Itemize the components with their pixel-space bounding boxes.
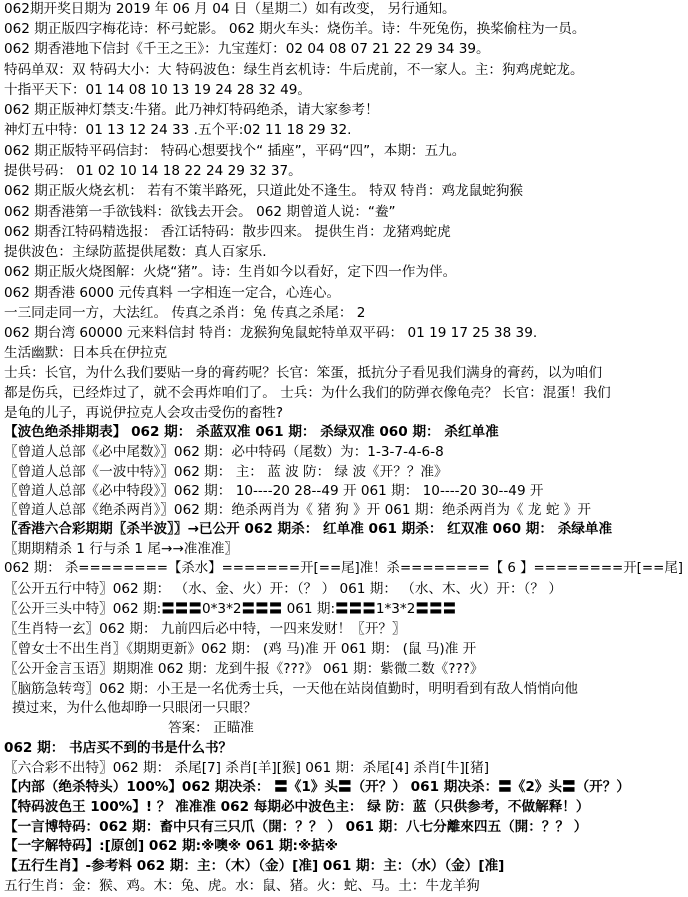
five-element-mapping: 五行生肖：金：猴、鸡。木：兔、虎。水：鼠、猪。火：蛇、马。土：牛龙羊狗 — [4, 878, 480, 894]
special-flat-envelope: 062 期正版特平码信封： 特码心想要找个“ 插座”，平码“四”，本期：五九。 — [4, 143, 466, 159]
ten-fingers-line: 十指平天下：01 14 08 10 13 19 24 28 32 49。 — [4, 82, 312, 98]
taiwan-envelope-line: 062 期台湾 60000 元来料信封 特肖：龙猴狗兔鼠蛇特单双平码： 01 19 17 25 38 39. — [4, 325, 538, 341]
precise-kill-title: 〖期期精杀 1 行与杀 1 尾→→准准准〗 — [4, 541, 239, 557]
magic-lamp-five: 神灯五中特：01 13 12 24 33 .五个平:02 11 18 29 32. — [4, 122, 352, 138]
golden-words-line: 〖公开金言玉语〗期期准 062 期：龙到牛报《???》 061 期：紫微二数《???》 — [4, 661, 484, 677]
ms-zeng-line: 〖曾女士不出生肖〗《期期更新》062 期： (鸡 马)准 开 061 期： (鼠 马)准 开 — [4, 641, 477, 657]
riddle-question-1: 〖脑筋急转弯〗062 期：小王是一名优秀士兵，一天他在站岗值勤时，明明看到有敌人悄悄向他 — [4, 681, 579, 697]
kill-water-line: 062 期： 杀========【杀水】=======开[==尾]准！杀========【 6 】========开[==尾] — [4, 561, 683, 576]
special-segment-line: 〖曾道人总部《必中特段》〗062 期： 10----20 28--49 开 061 期： 10----20 30--49 开 — [4, 483, 544, 499]
humor-paragraph-1: 士兵：长官，为什么我们要贴一身的膏药呢？长官：笨蛋，抵抗分子看见我们满身的膏药，以为咱们 — [4, 365, 603, 381]
plum-poem-line: 062 期正版四字梅花诗：杯弓蛇影。 062 期火车头：烧伤羊。诗：牛死兔伤，换桨偷柱为一员。 — [4, 21, 586, 37]
magic-lamp-ban: 062 期正版神灯禁支:牛猪。此乃神灯特码绝杀，请大家参考！ — [4, 102, 379, 118]
hk-envelope-line: 062 期香港地下信封《千王之王》：九宝莲灯：02 04 08 07 21 22 29 34 39。 — [4, 41, 490, 57]
bookstore-riddle: 062 期： 书店买不到的书是什么书？ — [4, 740, 233, 756]
provided-colors-line: 提供波色：主绿防蓝提供尾数：真人百家乐. — [4, 244, 267, 260]
five-elements-line: 〖公开五行中特〗062 期： （水、金、火）开：（？ ） 061 期： （水、木、火）开：（？ ） — [4, 581, 562, 597]
kill-two-zodiac-line: 〖曾道人总部《绝杀两肖》〗062 期：绝杀两肖为《 猪 狗 》开 061 期：绝杀两肖为《 龙 蛇 》开 — [4, 502, 591, 518]
one-word-bet-line: 【一言博特码：062 期：畜中只有三只爪（開：？？ ） 061 期：八七分離來四五（開：？？ ） — [4, 819, 588, 835]
tail-numbers-line: 〖曾道人总部《必中尾数》〗062 期：必中特码（尾数）为：1-3-7-4-6-8 — [4, 444, 444, 460]
draw-date-notice: 062期开奖日期为 2019 年 06 月 04 日（星期二）如有改变， 另行通知。 — [4, 1, 456, 17]
special-code-attributes: 特码单双：双 特码大小：大 特码波色：绿生肖玄机诗：牛后虎前，不一家人。主：狗鸡虎蛇龙。 — [4, 62, 584, 78]
zodiac-mystery-line: 〖生肖特一玄〗062 期： 九前四后必中特，一四来发财！〖开？〗 — [4, 621, 406, 637]
color-kill-schedule: 【波色绝杀排期表】 062 期： 杀蓝双准 061 期： 杀绿双准 060 期： 杀红单准 — [4, 424, 499, 440]
humor-title: 生活幽默：日本兵在伊拉克 — [4, 345, 168, 361]
internal-kill-head-line: 【内部（绝杀特头）100%】062 期决杀： 〓《1》头〓（开？） 061 期决杀：〓《2》头〓（开？） — [4, 779, 630, 795]
half-wave-kill-line: 〖香港六合彩期期〖杀半波〗〗→已公开 062 期杀： 红单准 061 期杀： 红双准 060 期： 杀绿单准 — [4, 521, 613, 537]
hk-fax-line: 062 期香港 6000 元传真料 一字相连一定合，心连心。 — [4, 285, 341, 301]
no-special-line: 〖六合彩不出特〗062 期： 杀尾[7] 杀肖[羊][猴] 061 期：杀尾[4] 杀肖[牛][猪] — [4, 760, 490, 776]
one-character-line: 【一字解特码】:[原创] 062 期:※噢※ 061 期:※掂※ — [4, 838, 338, 854]
riddle-question-2: 摸过来，为什么他却睁一只眼闭一只眼？ — [12, 700, 257, 716]
one-wave-line: 〖曾道人总部《一波中特》〗062 期： 主： 蓝 波 防： 绿 波《开？？准》 — [4, 464, 448, 480]
provided-numbers: 提供号码： 01 02 10 14 18 22 24 29 32 37。 — [4, 163, 302, 179]
three-heads-line: 〖公开三头中特〗062 期:〓〓〓0*3*2〓〓〓 061 期:〓〓〓1*3*2〓〓〓 — [4, 601, 457, 617]
fire-diagram-line: 062 期正版火烧图解：火烧“猪”。诗：生肖如今以看好，定下四一作为伴。 — [4, 264, 457, 280]
humor-paragraph-2: 都是伤兵，已经炸过了，就不会再炸咱们了。 士兵：为什么我们的防弹衣像龟壳？ 长官：混蛋！我们 — [4, 385, 611, 401]
five-element-zodiac-line: 【五行生肖】-参考料 062 期：主：（木）（金）[准] 061 期：主：（水）（金）[准] — [4, 858, 505, 874]
color-king-line: 【特码波色王 100%】! ？ 准准准 062 每期必中波色主： 绿 防：蓝（只供参考，不做解释！） — [4, 799, 590, 815]
humor-paragraph-3: 是龟的儿子，再说伊拉克人会攻击受伤的畜牲? — [4, 405, 284, 421]
riddle-answer: 答案： 正瞄准 — [168, 720, 254, 736]
hk-first-hand-line: 062 期香港第一手欲钱料：欲钱去开会。 062 期曾道人说：“鲞” — [4, 204, 396, 220]
fax-kill-line: 一三同走同一方，大法红。 传真之杀肖：兔 传真之杀尾： 2 — [4, 305, 366, 321]
xiangjiang-report-line: 062 期香江特码精选报： 香江话特码：散步四来。 提供生肖：龙猪鸡蛇虎 — [4, 224, 451, 240]
fire-mystery-line: 062 期正版火烧玄机： 若有不策半路死，只道此处不逢生。 特双 特肖：鸡龙鼠蛇狗猴 — [4, 183, 524, 199]
